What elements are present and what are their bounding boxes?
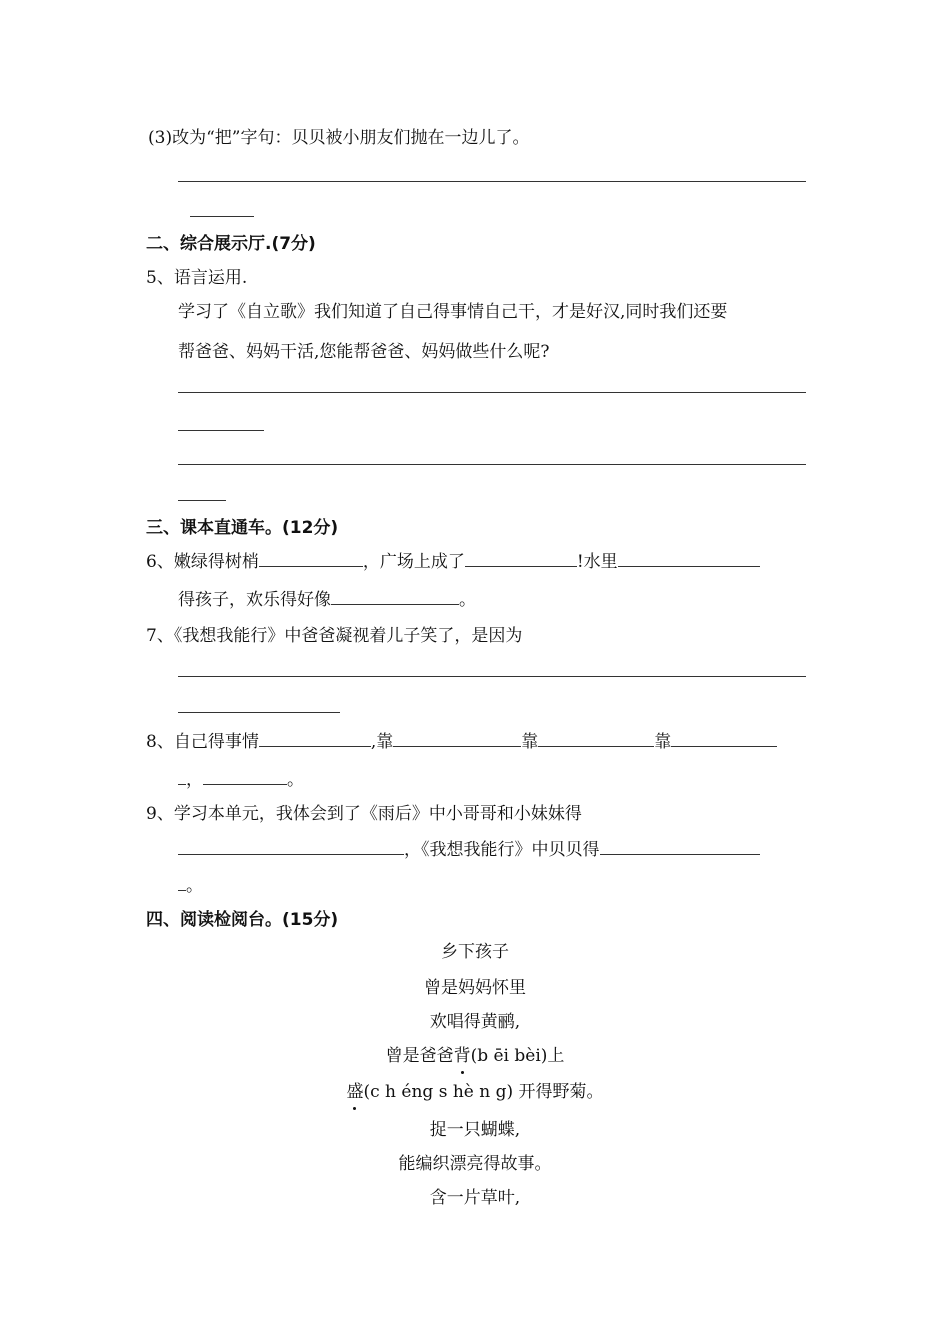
- dotted-char: 背: [453, 1046, 471, 1066]
- pinyin-choice: (c h éng s hè n g) 开得野菊。: [363, 1082, 604, 1102]
- answer-line[interactable]: [178, 712, 340, 713]
- q6-text-e: 。: [459, 590, 476, 610]
- poem-line: [0, 1044, 950, 1068]
- question-9-line-2: [178, 838, 760, 862]
- section-4-heading: 四、阅读检阅台。(15分): [146, 910, 339, 930]
- q8-text-d: 靠: [654, 732, 672, 752]
- question-8-line-2: [178, 768, 304, 792]
- q9-text-b: ，《我想我能行》中贝贝得: [404, 840, 600, 860]
- answer-line[interactable]: [178, 676, 806, 677]
- q8-text-f: 。: [287, 770, 304, 790]
- q8-text-e: ，: [186, 770, 203, 790]
- section-3-heading: 三、课本直通车。(12分): [146, 518, 339, 538]
- poem-line: [0, 1080, 950, 1104]
- poem-title: 乡下孩子: [441, 942, 509, 962]
- q8-blank-6[interactable]: [203, 768, 287, 785]
- answer-line[interactable]: [178, 392, 806, 393]
- question-8-line-1: [146, 730, 777, 754]
- question-5-label: 5、语言运用.: [146, 268, 248, 288]
- q8-text-c: 靠: [521, 732, 539, 752]
- q9-blank-1[interactable]: [178, 838, 404, 855]
- section-2-heading: 二、综合展示厅.(7分): [146, 234, 316, 254]
- question-6-line-2: [178, 588, 476, 612]
- question-4-3: (3)改为“把”字句：贝贝被小朋友们抛在一边儿了。: [148, 128, 530, 148]
- poem-line: 含一片草叶,: [429, 1188, 521, 1208]
- answer-line[interactable]: [178, 500, 226, 501]
- question-5-line-1: 学习了《自立歌》我们知道了自己得事情自己干，才是好汉,同时我们还要: [178, 302, 728, 322]
- question-9-line-1: 9、学习本单元，我体会到了《雨后》中小哥哥和小妹妹得: [146, 804, 582, 824]
- poem-line: 欢唱得黄鹂,: [429, 1012, 521, 1032]
- q6-text-d: 得孩子，欢乐得好像: [178, 590, 331, 610]
- q8-blank-3[interactable]: [538, 730, 654, 747]
- dotted-char: 盛: [346, 1082, 364, 1102]
- answer-line[interactable]: [178, 181, 806, 182]
- pinyin-choice: (b ēi bèi)上: [470, 1046, 565, 1066]
- q6-text-b: ，广场上成了: [362, 552, 465, 572]
- q8-blank-2[interactable]: [393, 730, 521, 747]
- q6-blank-2[interactable]: [465, 550, 577, 567]
- q9-text-c: 。: [186, 876, 203, 896]
- q8-text-a: 8、自己得事情: [146, 732, 259, 752]
- q9-blank-2[interactable]: [600, 838, 760, 855]
- question-6-line-1: [146, 550, 760, 574]
- poem-text: 曾是爸爸: [385, 1046, 454, 1066]
- q6-text-a: 6、嫩绿得树梢: [146, 552, 259, 572]
- q6-text-c: !水里: [576, 552, 618, 572]
- q9-blank-3[interactable]: [178, 874, 186, 891]
- q8-text-b: ,靠: [370, 732, 394, 752]
- q8-blank-1[interactable]: [259, 730, 371, 747]
- q6-blank-4[interactable]: [331, 588, 459, 605]
- q8-blank-5[interactable]: [178, 768, 186, 785]
- q8-blank-4[interactable]: [671, 730, 777, 747]
- answer-line[interactable]: [190, 216, 254, 217]
- question-7: 7、《我想我能行》中爸爸凝视着儿子笑了，是因为: [146, 626, 523, 646]
- question-5-line-2: 帮爸爸、妈妈干活,您能帮爸爸、妈妈做些什么呢?: [178, 342, 550, 362]
- poem-line: 捉一只蝴蝶,: [429, 1120, 521, 1140]
- q6-blank-3[interactable]: [618, 550, 760, 567]
- poem-line: 能编织漂亮得故事。: [398, 1154, 552, 1174]
- question-9-line-3: [178, 874, 203, 898]
- answer-line[interactable]: [178, 430, 264, 431]
- poem-line: 曾是妈妈怀里: [424, 978, 526, 998]
- q6-blank-1[interactable]: [259, 550, 363, 567]
- answer-line[interactable]: [178, 464, 806, 465]
